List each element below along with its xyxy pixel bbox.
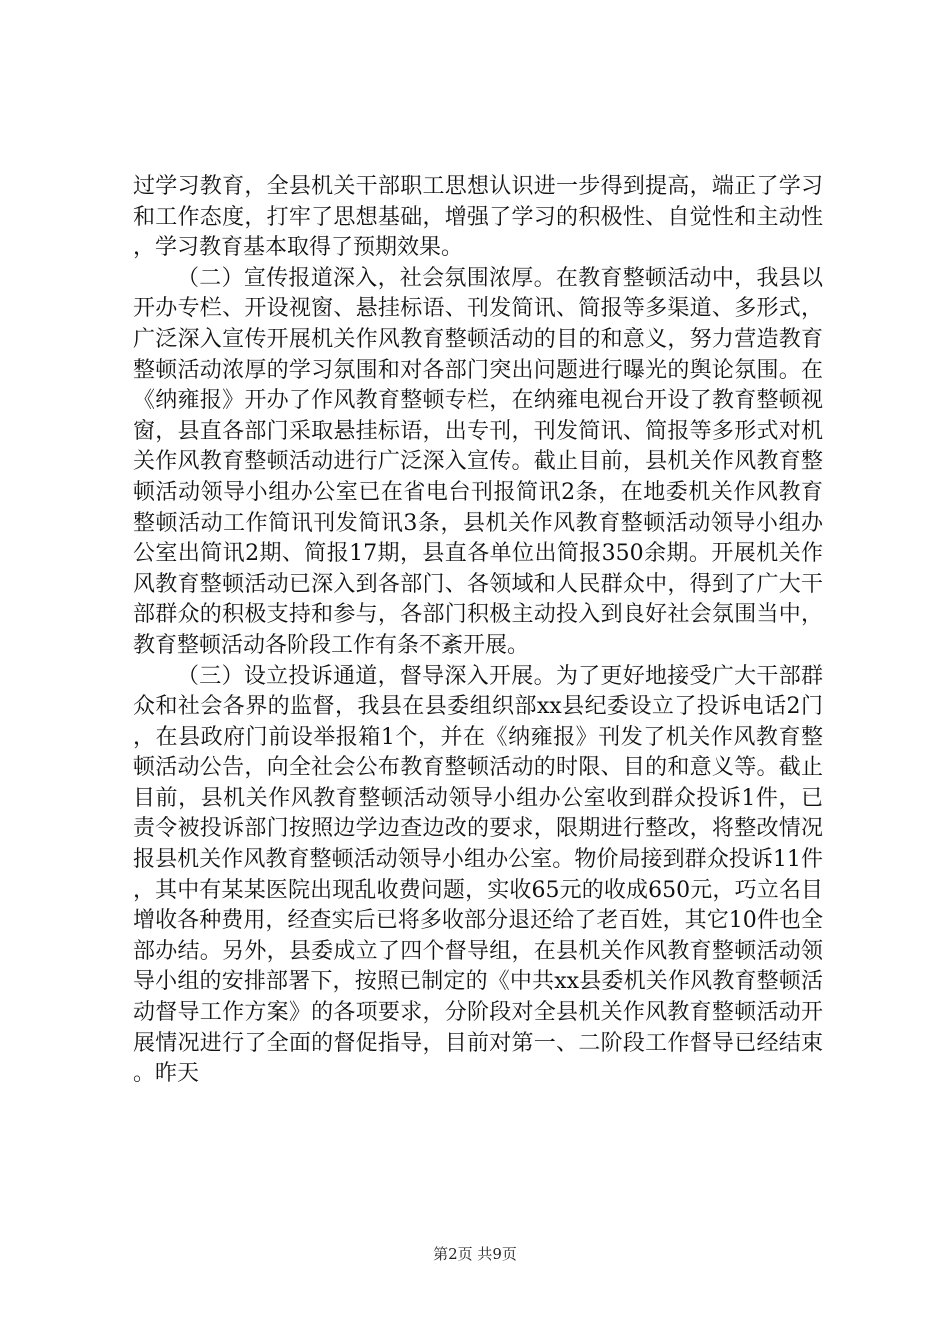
paragraph-complaints: （三）设立投诉通道，督导深入开展。为了更好地接受广大干部群众和社会各界的监督，我县在县委组织部xx县纪委设立了投诉电话2门，在县政府门前设举报箱1个，并在《纳雍报》刊发了机关作风教育整顿活动公告，向全社会公布教育整顿活动的时限、目的和意义等。截止目前，县机关作风教育整顿活动领导小组办公室收到群众投诉1件，已责令被投诉部门按照边学边查边改的要求，限期进行整改，将整改情况报县机关作风教育整顿活动领导小组办公室。物价局接到群众投诉11件，其中有某某医院出现乱收费问题，实收65元的收成650元，巧立名目增收各种费用，经查实后已将多收部分退还给了老百姓，其它10件也全部办结。另外，县委成立了四个督导组，在县机关作风教育整顿活动领导小组的安排部署下，按照已制定的《中共xx县委机关作风教育整顿活动督导工作方案》的各项要求，分阶段对全县机关作风教育整顿活动开展情况进行了全面的督促指导，目前对第一、二阶段工作督导已经结束。昨天 bbox=[133, 663, 823, 1087]
paragraph-publicity: （二）宣传报道深入，社会氛围浓厚。在教育整顿活动中，我县以开办专栏、开设视窗、悬挂标语、刊发简讯、简报等多渠道、多形式，广泛深入宣传开展机关作风教育整顿活动的目的和意义，努力营造教育整顿活动浓厚的学习氛围和对各部门突出问题进行曝光的舆论氛围。在《纳雍报》开办了作风教育整顿专栏，在纳雍电视台开设了教育整顿视窗，县直各部门采取悬挂标语，出专刊，刊发简讯、简报等多形式对机关作风教育整顿活动进行广泛深入宣传。截止目前，县机关作风教育整顿活动领导小组办公室已在省电台刊报简讯2条，在地委机关作风教育整顿活动工作简讯刊发简讯3条，县机关作风教育整顿活动领导小组办公室出简讯2期、简报17期，县直各单位出简报350余期。开展机关作风教育整顿活动已深入到各部门、各领域和人民群众中，得到了广大干部群众的积极支持和参与，各部门积极主动投入到良好社会氛围当中，教育整顿活动各阶段工作有条不紊开展。 bbox=[133, 265, 823, 658]
page-footer bbox=[0, 1244, 950, 1264]
page-number: 第2页 共9页 bbox=[433, 1245, 517, 1263]
body-text bbox=[133, 172, 823, 1090]
paragraph-continuation: 过学习教育，全县机关干部职工思想认识进一步得到提高，端正了学习和工作态度，打牢了思想基础，增强了学习的积极性、自觉性和主动性，学习教育基本取得了预期效果。 bbox=[133, 174, 823, 261]
